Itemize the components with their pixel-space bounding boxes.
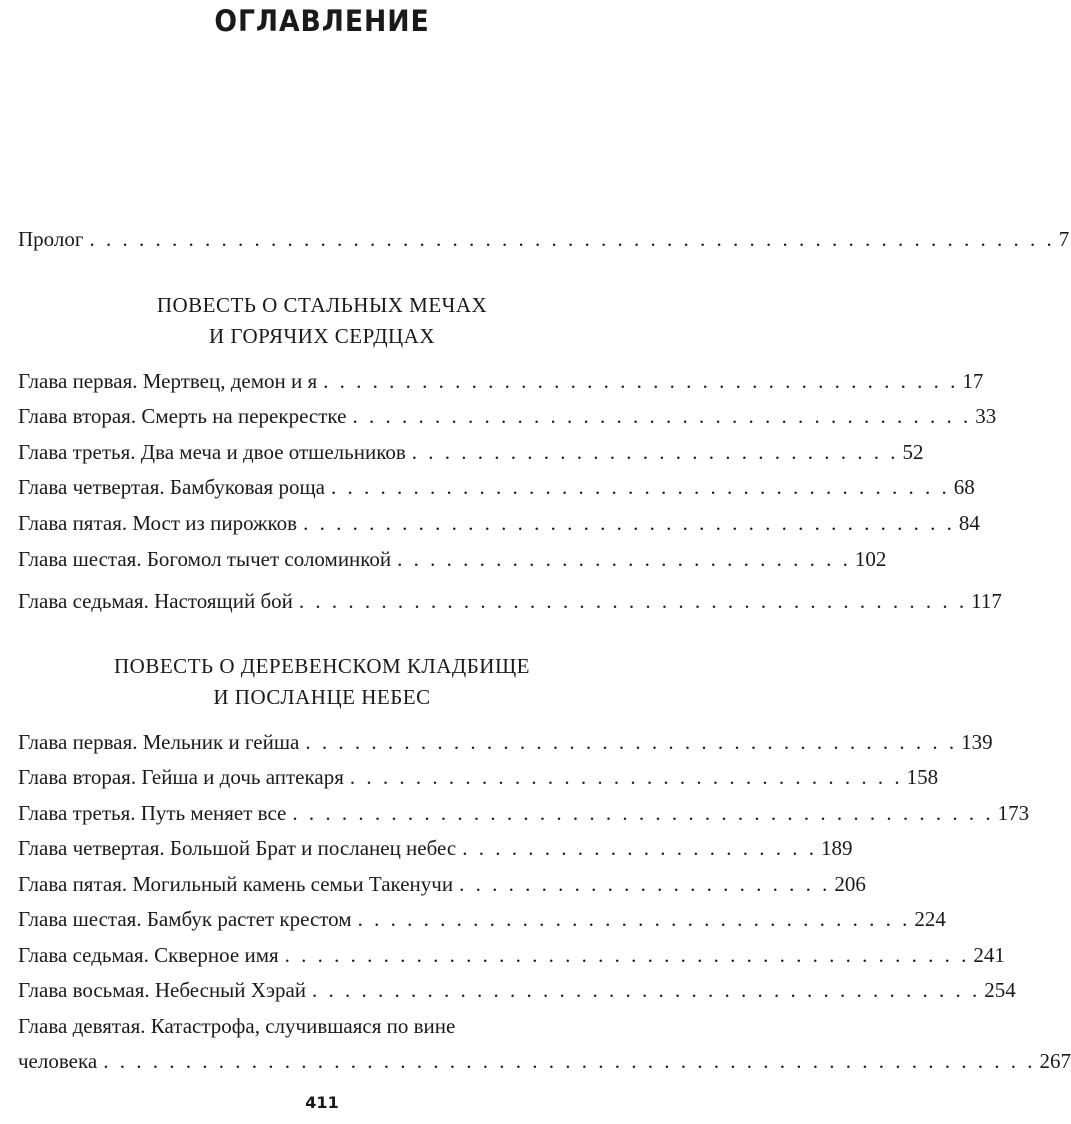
entry-title: Глава третья. Два меча и двое отшельников bbox=[18, 440, 406, 464]
dot-leader: . . . . . . . . . . . . . . . . . . . . . . . . . . . . . . . . . . . . . . bbox=[330, 475, 950, 499]
entry-title: Глава пятая. Могильный камень семьи Такенучи bbox=[18, 872, 454, 896]
toc-entry[interactable] bbox=[18, 440, 924, 464]
entry-title: Глава восьмая. Небесный Хэрай bbox=[18, 978, 307, 1002]
entry-page-number: 173 bbox=[997, 801, 1030, 825]
entry-page-number: 254 bbox=[984, 978, 1016, 1002]
entry-page-number: 7 bbox=[1058, 227, 1070, 251]
entry-page-number: 224 bbox=[914, 907, 946, 931]
toc-entry-prologue[interactable] bbox=[18, 227, 1070, 251]
toc-entry[interactable] bbox=[18, 404, 997, 428]
dot-leader: . . . . . . . . . . . . . . . . . . . . . . . . . . . . . . bbox=[411, 440, 899, 464]
dot-leader: . . . . . . . . . . . . . . . . . . . . . . . . . . . . . . . . . . bbox=[357, 907, 911, 931]
entry-title: Глава седьмая. Настоящий бой bbox=[18, 589, 293, 613]
entry-title: Глава первая. Мельник и гейша bbox=[18, 730, 300, 754]
section-heading-line: И ПОСЛАНЦЕ НЕБЕС bbox=[213, 685, 431, 709]
toc-entry[interactable] bbox=[18, 589, 1002, 613]
toc-entry[interactable] bbox=[18, 369, 984, 393]
toc-entry[interactable] bbox=[18, 907, 946, 931]
entry-title: Пролог bbox=[18, 227, 84, 251]
entry-title: Глава четвертая. Большой Брат и посланец небес bbox=[18, 836, 457, 860]
entry-page-number: 68 bbox=[953, 475, 975, 499]
toc-entry[interactable] bbox=[18, 765, 939, 789]
section-heading-line: ПОВЕСТЬ О ДЕРЕВЕНСКОМ КЛАДБИЩЕ bbox=[114, 654, 530, 678]
dot-leader: . . . . . . . . . . . . . . . . . . . . . . . . . . . . . . . . . . . . . . . . . . . bbox=[292, 801, 994, 825]
section-heading-part1 bbox=[0, 290, 644, 352]
entry-page-number: 139 bbox=[961, 730, 993, 754]
toc-entry-multiline[interactable] bbox=[18, 1014, 1071, 1073]
entry-page-number: 117 bbox=[971, 589, 1002, 613]
entry-page-number: 102 bbox=[854, 547, 887, 571]
entry-page-number: 206 bbox=[834, 872, 866, 896]
entry-title: Глава шестая. Бамбук растет крестом bbox=[18, 907, 352, 931]
dot-leader: . . . . . . . . . . . . . . . . . . . . . . . . . . . . . . . . . . . . . . . bbox=[323, 369, 959, 393]
entry-page-number: 17 bbox=[962, 369, 984, 393]
toc-entry[interactable] bbox=[18, 547, 887, 571]
section-heading-part2 bbox=[0, 651, 644, 713]
entry-page-number: 84 bbox=[958, 511, 980, 535]
toc-entry[interactable] bbox=[18, 836, 853, 860]
entry-page-number: 158 bbox=[906, 765, 939, 789]
entry-title: Глава седьмая. Скверное имя bbox=[18, 943, 279, 967]
entry-title: Глава вторая. Гейша и дочь аптекаря bbox=[18, 765, 344, 789]
entry-page-number: 189 bbox=[820, 836, 853, 860]
entry-title: Глава шестая. Богомол тычет соломинкой bbox=[18, 547, 392, 571]
entry-page-number: 52 bbox=[902, 440, 924, 464]
dot-leader: . . . . . . . . . . . . . . . . . . . . . . . . . . . . . . . . . . . . . . . . bbox=[303, 511, 955, 535]
dot-leader: . . . . . . . . . . . . . . . . . . . . . . . . . . . . bbox=[397, 547, 851, 571]
dot-leader: . . . . . . . . . . . . . . . . . . . . . . . . . . . . . . . . . . bbox=[349, 765, 903, 789]
page-title: ОГЛАВЛЕНИЕ bbox=[214, 4, 430, 38]
entry-title: Глава вторая. Смерть на перекрестке bbox=[18, 404, 347, 428]
toc-entry[interactable] bbox=[18, 978, 1016, 1002]
section-heading-line: И ГОРЯЧИХ СЕРДЦАХ bbox=[208, 324, 436, 348]
toc-entry[interactable] bbox=[18, 872, 866, 896]
toc-entry[interactable] bbox=[18, 475, 975, 499]
entry-title-line: человека bbox=[18, 1049, 98, 1073]
entry-page-number: 267 bbox=[1039, 1049, 1071, 1073]
section-heading-line: ПОВЕСТЬ О СТАЛЬНЫХ МЕЧАХ bbox=[156, 293, 488, 317]
dot-leader: . . . . . . . . . . . . . . . . . . . . . . . . . . . . . . . . . . . . . . . . . . . . . . . . . . . . . . . . . bbox=[103, 1049, 1036, 1073]
dot-leader: . . . . . . . . . . . . . . . . . . . . . . . . . . . . . . . . . . . . . . . . . bbox=[312, 978, 981, 1002]
page-number-folio: 411 bbox=[305, 1093, 339, 1112]
dot-leader: . . . . . . . . . . . . . . . . . . . . . . . . . . . . . . . . . . . . . . bbox=[352, 404, 972, 428]
dot-leader: . . . . . . . . . . . . . . . . . . . . . . . . . . . . . . . . . . . . . . . . bbox=[305, 730, 958, 754]
entry-title-line: Глава девятая. Катастрофа, случившаяся по вине bbox=[18, 1014, 456, 1038]
dot-leader: . . . . . . . . . . . . . . . . . . . . . . . . . . . . . . . . . . . . . . . . . bbox=[298, 589, 968, 613]
entry-page-number: 241 bbox=[973, 943, 1005, 967]
entry-title: Глава первая. Мертвец, демон и я bbox=[18, 369, 318, 393]
dot-leader: . . . . . . . . . . . . . . . . . . . . . . . . . . . . . . . . . . . . . . . . . . bbox=[284, 943, 970, 967]
entry-second-line bbox=[18, 1049, 1071, 1073]
entry-title: Глава пятая. Мост из пирожков bbox=[18, 511, 298, 535]
toc-entry[interactable] bbox=[18, 801, 1030, 825]
dot-leader: . . . . . . . . . . . . . . . . . . . . . . . bbox=[459, 872, 831, 896]
entry-page-number: 33 bbox=[975, 404, 997, 428]
entry-title: Глава четвертая. Бамбуковая роща bbox=[18, 475, 325, 499]
entry-title: Глава третья. Путь меняет все bbox=[18, 801, 287, 825]
dot-leader: . . . . . . . . . . . . . . . . . . . . . . bbox=[462, 836, 817, 860]
toc-entry[interactable] bbox=[18, 511, 980, 535]
toc-entry[interactable] bbox=[18, 943, 1005, 967]
toc-entry[interactable] bbox=[18, 730, 993, 754]
dot-leader: . . . . . . . . . . . . . . . . . . . . . . . . . . . . . . . . . . . . . . . . . . . . . . . . . . . . . . . . . . . bbox=[89, 227, 1055, 251]
